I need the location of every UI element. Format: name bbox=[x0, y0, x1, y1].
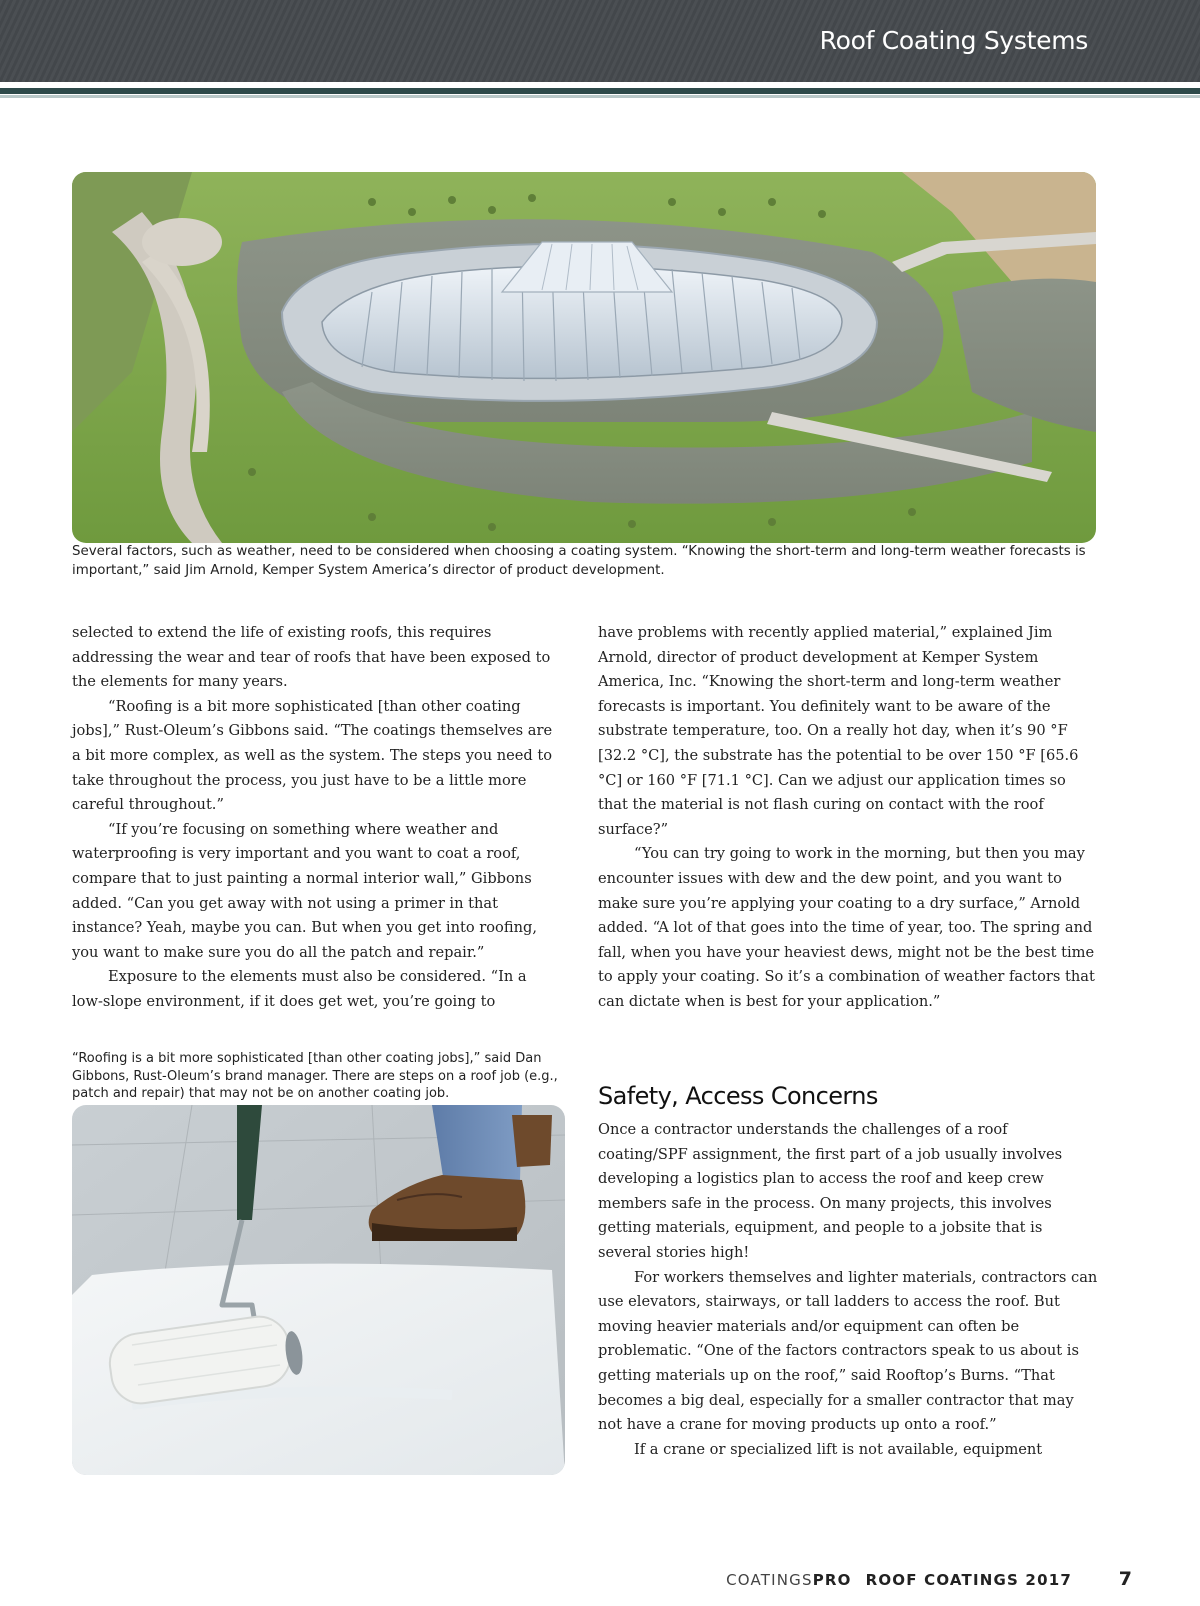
page-number: 7 bbox=[1118, 1568, 1132, 1590]
footer-publication bbox=[726, 1571, 1072, 1589]
article-right-column-top bbox=[598, 621, 1098, 1015]
page-header-band bbox=[0, 0, 1200, 82]
roller-coating-illustration bbox=[72, 1105, 565, 1475]
section-heading: Safety, Access Concerns bbox=[598, 1082, 878, 1110]
article-right-column-bottom bbox=[598, 1118, 1098, 1462]
header-rule-light bbox=[0, 95, 1200, 98]
paragraph: If a crane or specialized lift is not available, equipment bbox=[634, 1440, 1043, 1458]
bottom-photo-caption: “Roofing is a bit more sophisticated [than other coating jobs],” said Dan Gibbons, Rust-Oleum’s brand manager. There are steps on a roof job (e.g., patch and repair) that may not be on another coating job. bbox=[72, 1051, 558, 1101]
issue-title: ROOF COATINGS 2017 bbox=[865, 1571, 1072, 1589]
aerial-building-illustration bbox=[72, 172, 1096, 543]
paragraph: “You can try going to work in the morning, but then you may encounter issues with dew and the dew point, and you want to make sure you’re applying your coating to a dry surface,” Arnold added. “A lot of that goes into the time of year, too. The spring and fall, when you have your heaviest dews, might not be the best time to apply your coating. So it’s a combination of weather factors that can dictate when is best for your application.” bbox=[598, 845, 1095, 1010]
paragraph: “Roofing is a bit more sophisticated [than other coating jobs],” Rust-Oleum’s Gibbons said. “The coatings themselves are a bit more complex, as well as the system. The steps you need to take throughout the process, you just have to be a little more careful throughout.” bbox=[72, 697, 553, 814]
brand-name-light: COATINGS bbox=[726, 1571, 813, 1589]
header-rule-teal bbox=[0, 88, 1200, 94]
paragraph: have problems with recently applied material,” explained Jim Arnold, director of product development at Kemper System America, Inc. “Knowing the short-term and long-term weather forecasts is important. You definitely want to be aware of the substrate temperature, too. On a really hot day, when it’s 90 °F [32.2 °C], the substrate has the potential to be over 150 °F [65.6 °C] or 160 °F [71.1 °C]. Can we adjust our application times so that the material is not flash curing on contact with the roof surface?” bbox=[598, 624, 1079, 838]
section-title: Roof Coating Systems bbox=[819, 26, 1088, 55]
top-photo-caption: Several factors, such as weather, need to be considered when choosing a coating system. “Knowing the short-term and long-term weather forecasts is important,” said Jim Arnold, Kemper System America’s director of product development. bbox=[72, 544, 1086, 578]
roller-coating-photo bbox=[72, 1105, 565, 1475]
paragraph: Once a contractor understands the challenges of a roof coating/SPF assignment, the first part of a job usually involves developing a logistics plan to access the roof and keep crew members safe in the process. On many projects, this involves getting materials, equipment, and people to a jobsite that is several stories high! bbox=[598, 1121, 1063, 1261]
paragraph: For workers themselves and lighter materials, contractors can use elevators, stairways, or tall ladders to access the roof. But moving heavier materials and/or equipment can often be problematic. “One of the factors contractors speak to us about is getting materials up on the roof,” said Rooftop’s Burns. “That becomes a big deal, especially for a smaller contractor that may not have a crane for moving products up onto a roof.” bbox=[598, 1268, 1098, 1434]
article-left-column bbox=[72, 621, 562, 1015]
aerial-building-photo bbox=[72, 172, 1096, 543]
brand-name-bold: PRO bbox=[812, 1571, 852, 1589]
paragraph: selected to extend the life of existing roofs, this requires addressing the wear and tear of roofs that have been exposed to the elements for many years. bbox=[72, 624, 551, 691]
paragraph: Exposure to the elements must also be considered. “In a low-slope environment, if it does get wet, you’re going to bbox=[72, 968, 527, 1010]
paragraph: “If you’re focusing on something where weather and waterproofing is very important and you want to coat a roof, compare that to just painting a normal interior wall,” Gibbons added. “Can you get away with not using a primer in that instance? Yeah, maybe you can. But when you get into roofing, you want to make sure you do all the patch and repair.” bbox=[72, 820, 537, 961]
